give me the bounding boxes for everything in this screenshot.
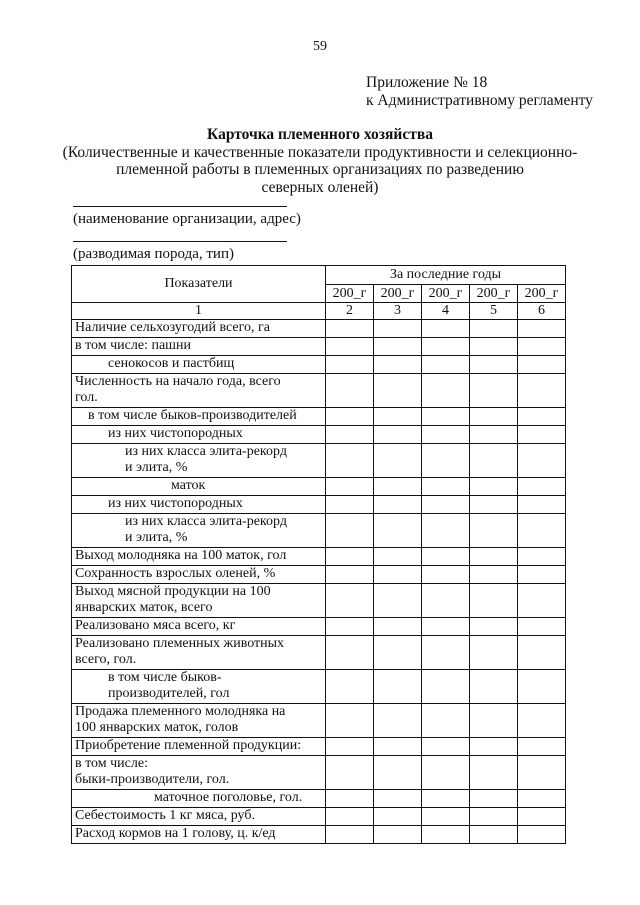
year-value-cell[interactable] bbox=[374, 408, 422, 426]
year-value-cell[interactable] bbox=[470, 408, 518, 426]
year-value-cell[interactable] bbox=[326, 374, 374, 408]
indicator-label: Приобретение племенной продукции: bbox=[75, 738, 302, 753]
indicator-label: маточное поголовье, гол. bbox=[154, 790, 303, 805]
year-value-cell[interactable] bbox=[470, 356, 518, 374]
year-value-cell[interactable] bbox=[374, 320, 422, 338]
year-value-cell[interactable] bbox=[518, 374, 566, 408]
year-value-cell[interactable] bbox=[470, 756, 518, 790]
year-label: 200_г bbox=[374, 285, 422, 303]
table-row bbox=[72, 374, 566, 408]
year-value-cell[interactable] bbox=[422, 496, 470, 514]
indicator-cell bbox=[72, 444, 326, 478]
year-value-cell[interactable] bbox=[422, 790, 470, 808]
breed-field bbox=[73, 241, 287, 263]
year-value-cell[interactable] bbox=[518, 826, 566, 844]
year-value-cell[interactable] bbox=[470, 320, 518, 338]
indicator-label: из них класса элита-рекорд bbox=[125, 514, 287, 529]
table-row bbox=[72, 408, 566, 426]
year-value-cell[interactable] bbox=[518, 496, 566, 514]
column-number: 1 bbox=[72, 303, 326, 320]
year-value-cell[interactable] bbox=[470, 670, 518, 704]
year-label: 200_г bbox=[422, 285, 470, 303]
indicator-label: Продажа племенного молодняка на bbox=[75, 704, 286, 719]
indicator-cell bbox=[72, 496, 326, 514]
year-value-cell[interactable] bbox=[470, 790, 518, 808]
table-row bbox=[72, 618, 566, 636]
year-value-cell[interactable] bbox=[374, 808, 422, 826]
indicator-cell bbox=[72, 790, 326, 808]
year-value-cell[interactable] bbox=[422, 756, 470, 790]
breeding-farm-table bbox=[71, 265, 566, 844]
year-value-cell[interactable] bbox=[470, 636, 518, 670]
indicator-label: Расход кормов на 1 голову, ц. к/ед bbox=[75, 826, 276, 841]
table-row bbox=[72, 426, 566, 444]
year-value-cell[interactable] bbox=[326, 808, 374, 826]
year-value-cell[interactable] bbox=[326, 496, 374, 514]
year-value-cell[interactable] bbox=[422, 374, 470, 408]
year-value-cell[interactable] bbox=[326, 444, 374, 478]
year-value-cell[interactable] bbox=[470, 618, 518, 636]
year-value-cell[interactable] bbox=[374, 704, 422, 738]
indicator-cell bbox=[72, 478, 326, 496]
header-years: За последние годы bbox=[326, 266, 566, 285]
table-row bbox=[72, 478, 566, 496]
indicator-cell bbox=[72, 426, 326, 444]
year-value-cell[interactable] bbox=[518, 320, 566, 338]
table-row bbox=[72, 514, 566, 548]
document-title-block bbox=[0, 126, 640, 196]
indicator-cell bbox=[72, 738, 326, 756]
year-value-cell[interactable] bbox=[470, 496, 518, 514]
year-value-cell[interactable] bbox=[470, 826, 518, 844]
table-row bbox=[72, 808, 566, 826]
year-value-cell[interactable] bbox=[422, 566, 470, 584]
year-value-cell[interactable] bbox=[326, 338, 374, 356]
indicator-label: из них чистопородных bbox=[108, 426, 243, 441]
indicator-label: гол. bbox=[75, 390, 98, 405]
table-row bbox=[72, 636, 566, 670]
indicator-cell bbox=[72, 584, 326, 618]
year-value-cell[interactable] bbox=[374, 756, 422, 790]
year-value-cell[interactable] bbox=[326, 584, 374, 618]
indicator-cell bbox=[72, 826, 326, 844]
indicator-label: Наличие сельхозугодий всего, га bbox=[75, 320, 270, 335]
year-value-cell[interactable] bbox=[518, 584, 566, 618]
year-value-cell[interactable] bbox=[326, 478, 374, 496]
indicator-cell bbox=[72, 374, 326, 408]
header-indicators: Показатели bbox=[72, 266, 326, 303]
year-value-cell[interactable] bbox=[422, 408, 470, 426]
year-value-cell[interactable] bbox=[518, 338, 566, 356]
year-value-cell[interactable] bbox=[374, 548, 422, 566]
year-value-cell[interactable] bbox=[518, 790, 566, 808]
year-value-cell[interactable] bbox=[470, 808, 518, 826]
table-row bbox=[72, 566, 566, 584]
column-number: 3 bbox=[374, 303, 422, 320]
year-value-cell[interactable] bbox=[374, 374, 422, 408]
table-row bbox=[72, 444, 566, 478]
year-value-cell[interactable] bbox=[374, 478, 422, 496]
breed-caption: (разводимая порода, тип) bbox=[73, 246, 234, 262]
year-value-cell[interactable] bbox=[422, 636, 470, 670]
document-subtitle-line-2: племенной работы в племенных организациях по разведению bbox=[116, 161, 524, 178]
year-value-cell[interactable] bbox=[470, 444, 518, 478]
year-value-cell[interactable] bbox=[422, 444, 470, 478]
year-label: 200_г bbox=[326, 285, 374, 303]
table-row bbox=[72, 704, 566, 738]
year-value-cell[interactable] bbox=[518, 566, 566, 584]
year-value-cell[interactable] bbox=[374, 426, 422, 444]
year-value-cell[interactable] bbox=[326, 636, 374, 670]
appendix-number: Приложение № 18 bbox=[366, 74, 488, 91]
year-value-cell[interactable] bbox=[422, 514, 470, 548]
year-value-cell[interactable] bbox=[326, 566, 374, 584]
year-value-cell[interactable] bbox=[470, 566, 518, 584]
indicator-cell bbox=[72, 320, 326, 338]
page-number: 59 bbox=[313, 39, 327, 54]
indicator-label: производителей, гол bbox=[108, 686, 230, 701]
year-value-cell[interactable] bbox=[518, 444, 566, 478]
organization-caption: (наименование организации, адрес) bbox=[73, 211, 301, 227]
year-value-cell[interactable] bbox=[518, 408, 566, 426]
indicator-label: в том числе быков- bbox=[108, 670, 222, 685]
year-value-cell[interactable] bbox=[326, 320, 374, 338]
table-row bbox=[72, 756, 566, 790]
year-value-cell[interactable] bbox=[518, 738, 566, 756]
year-value-cell[interactable] bbox=[518, 426, 566, 444]
indicator-label: Реализовано племенных животных bbox=[75, 636, 285, 651]
year-value-cell[interactable] bbox=[374, 584, 422, 618]
year-value-cell[interactable] bbox=[374, 738, 422, 756]
year-value-cell[interactable] bbox=[518, 808, 566, 826]
indicator-label: Себестоимость 1 кг мяса, руб. bbox=[75, 808, 255, 823]
indicator-label: Выход мясной продукции на 100 bbox=[75, 584, 271, 599]
indicator-label: в том числе: пашни bbox=[75, 338, 191, 353]
indicator-cell bbox=[72, 338, 326, 356]
year-value-cell[interactable] bbox=[422, 808, 470, 826]
year-value-cell[interactable] bbox=[374, 790, 422, 808]
document-subtitle-line-3: северных оленей) bbox=[261, 178, 379, 196]
document-subtitle-line-1: (Количественные и качественные показатели продуктивности и селекционно- bbox=[62, 143, 578, 161]
organization-field bbox=[73, 206, 301, 228]
indicator-cell bbox=[72, 618, 326, 636]
table-row bbox=[72, 670, 566, 704]
table-row bbox=[72, 320, 566, 338]
column-number: 4 bbox=[422, 303, 470, 320]
organization-underline bbox=[73, 206, 287, 207]
year-value-cell[interactable] bbox=[422, 478, 470, 496]
table-body bbox=[72, 320, 566, 844]
year-value-cell[interactable] bbox=[422, 738, 470, 756]
indicator-cell bbox=[72, 808, 326, 826]
year-value-cell[interactable] bbox=[518, 478, 566, 496]
table-row bbox=[72, 338, 566, 356]
indicator-label: маток bbox=[171, 478, 206, 493]
year-label: 200_г bbox=[518, 285, 566, 303]
table-row bbox=[72, 584, 566, 618]
indicator-cell bbox=[72, 356, 326, 374]
indicator-cell bbox=[72, 704, 326, 738]
year-value-cell[interactable] bbox=[422, 584, 470, 618]
year-value-cell[interactable] bbox=[374, 670, 422, 704]
year-value-cell[interactable] bbox=[518, 636, 566, 670]
year-value-cell[interactable] bbox=[470, 338, 518, 356]
table-row bbox=[72, 496, 566, 514]
column-number: 2 bbox=[326, 303, 374, 320]
year-value-cell[interactable] bbox=[470, 478, 518, 496]
year-value-cell[interactable] bbox=[422, 670, 470, 704]
appendix-note bbox=[366, 74, 593, 110]
indicator-label: сенокосов и пастбищ bbox=[108, 356, 235, 371]
indicator-label: быки-производители, гол. bbox=[75, 772, 230, 787]
year-value-cell[interactable] bbox=[518, 356, 566, 374]
year-value-cell[interactable] bbox=[518, 618, 566, 636]
year-value-cell[interactable] bbox=[326, 514, 374, 548]
year-value-cell[interactable] bbox=[326, 738, 374, 756]
year-value-cell[interactable] bbox=[422, 704, 470, 738]
breed-underline bbox=[73, 241, 287, 242]
year-value-cell[interactable] bbox=[470, 584, 518, 618]
indicator-cell bbox=[72, 548, 326, 566]
year-value-cell[interactable] bbox=[326, 426, 374, 444]
indicator-cell bbox=[72, 636, 326, 670]
year-value-cell[interactable] bbox=[422, 356, 470, 374]
year-value-cell[interactable] bbox=[374, 618, 422, 636]
indicator-label: Сохранность взрослых оленей, % bbox=[75, 566, 276, 581]
document-title: Карточка племенного хозяйства bbox=[207, 126, 433, 143]
year-value-cell[interactable] bbox=[326, 790, 374, 808]
year-value-cell[interactable] bbox=[422, 426, 470, 444]
indicator-cell bbox=[72, 670, 326, 704]
year-value-cell[interactable] bbox=[518, 514, 566, 548]
indicator-label: Реализовано мяса всего, кг bbox=[75, 618, 236, 633]
year-value-cell[interactable] bbox=[422, 338, 470, 356]
table-row bbox=[72, 738, 566, 756]
indicator-label: и элита, % bbox=[125, 460, 188, 475]
year-value-cell[interactable] bbox=[326, 618, 374, 636]
indicator-cell bbox=[72, 756, 326, 790]
table-row bbox=[72, 548, 566, 566]
indicator-label: январских маток, всего bbox=[75, 600, 213, 615]
year-value-cell[interactable] bbox=[326, 670, 374, 704]
indicator-cell bbox=[72, 566, 326, 584]
year-value-cell[interactable] bbox=[422, 320, 470, 338]
table-row bbox=[72, 790, 566, 808]
indicator-label: в том числе быков-производителей bbox=[88, 408, 297, 423]
year-value-cell[interactable] bbox=[374, 514, 422, 548]
year-value-cell[interactable] bbox=[326, 356, 374, 374]
indicator-cell bbox=[72, 408, 326, 426]
year-value-cell[interactable] bbox=[422, 548, 470, 566]
year-value-cell[interactable] bbox=[374, 338, 422, 356]
year-value-cell[interactable] bbox=[470, 704, 518, 738]
indicator-label: и элита, % bbox=[125, 530, 188, 545]
year-value-cell[interactable] bbox=[518, 548, 566, 566]
indicator-cell bbox=[72, 514, 326, 548]
year-value-cell[interactable] bbox=[470, 514, 518, 548]
year-value-cell[interactable] bbox=[326, 826, 374, 844]
table-row bbox=[72, 356, 566, 374]
year-label: 200_г bbox=[470, 285, 518, 303]
year-value-cell[interactable] bbox=[374, 356, 422, 374]
appendix-reference: к Административному регламенту bbox=[366, 92, 593, 109]
indicator-label: Численность на начало года, всего bbox=[75, 374, 281, 389]
indicator-label: из них чистопородных bbox=[108, 496, 243, 511]
year-value-cell[interactable] bbox=[374, 496, 422, 514]
indicator-label: всего, гол. bbox=[75, 652, 137, 667]
year-value-cell[interactable] bbox=[422, 826, 470, 844]
year-value-cell[interactable] bbox=[326, 756, 374, 790]
indicator-label: Выход молодняка на 100 маток, гол bbox=[75, 548, 287, 563]
column-number: 5 bbox=[470, 303, 518, 320]
year-value-cell[interactable] bbox=[326, 704, 374, 738]
year-value-cell[interactable] bbox=[374, 826, 422, 844]
column-number: 6 bbox=[518, 303, 566, 320]
year-value-cell[interactable] bbox=[470, 426, 518, 444]
year-value-cell[interactable] bbox=[374, 566, 422, 584]
year-value-cell[interactable] bbox=[518, 756, 566, 790]
year-value-cell[interactable] bbox=[326, 548, 374, 566]
year-value-cell[interactable] bbox=[374, 636, 422, 670]
indicator-label: 100 январских маток, голов bbox=[75, 720, 239, 735]
year-value-cell[interactable] bbox=[326, 408, 374, 426]
year-value-cell[interactable] bbox=[470, 374, 518, 408]
year-value-cell[interactable] bbox=[470, 738, 518, 756]
year-value-cell[interactable] bbox=[470, 548, 518, 566]
indicator-label: из них класса элита-рекорд bbox=[125, 444, 287, 459]
year-value-cell[interactable] bbox=[422, 618, 470, 636]
year-value-cell[interactable] bbox=[518, 670, 566, 704]
year-value-cell[interactable] bbox=[374, 444, 422, 478]
year-value-cell[interactable] bbox=[518, 704, 566, 738]
table-row bbox=[72, 826, 566, 844]
indicator-label: в том числе: bbox=[75, 756, 148, 771]
